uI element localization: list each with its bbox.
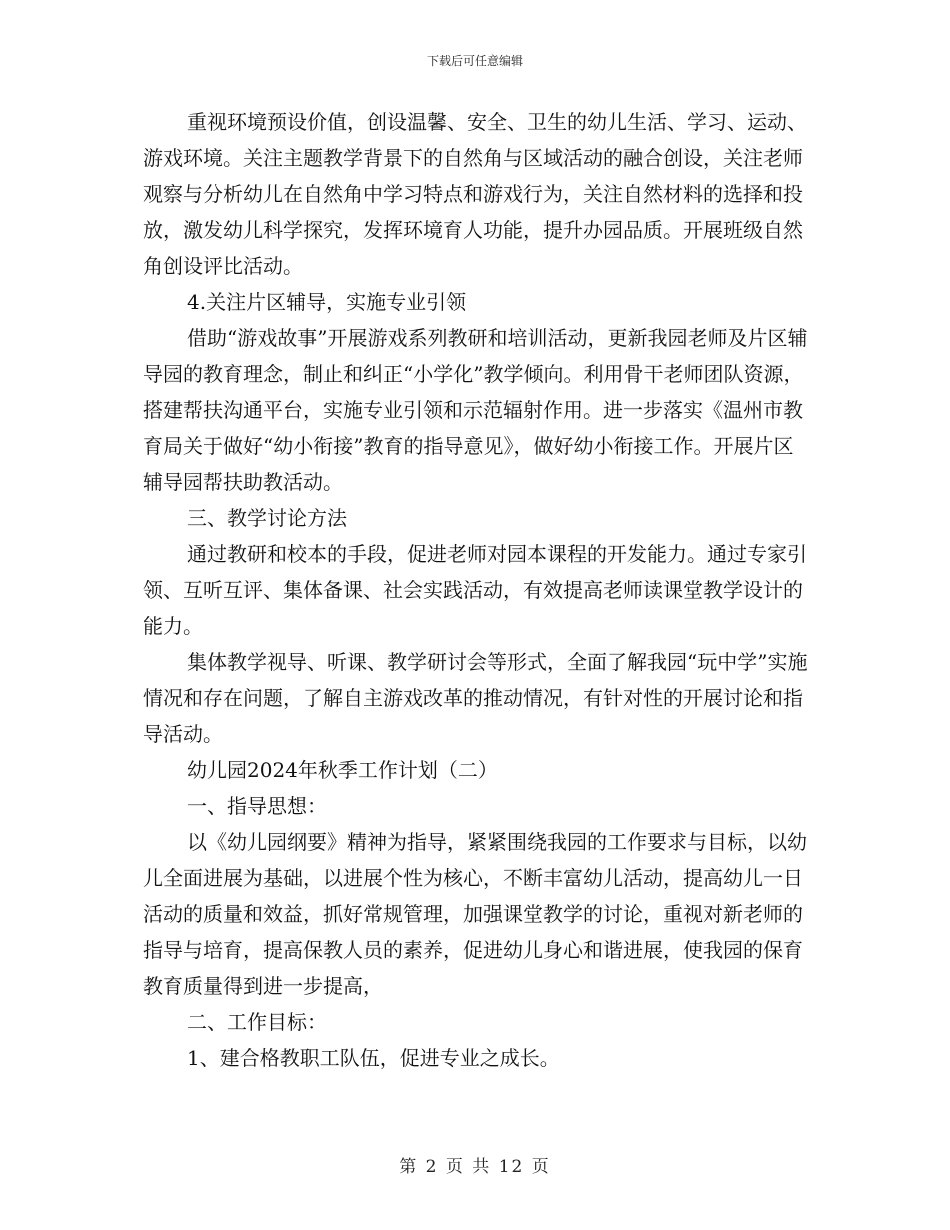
- heading-district-guidance: 4.关注片区辅导，实施专业引领: [187, 290, 467, 314]
- list-item-goal-1: 1、建合格教职工队伍，促进专业之成长。: [187, 1046, 560, 1070]
- paragraph-environment: 重视环境预设价值，创设温馨、安全、卫生的幼儿生活、学习、运动、游戏环境。关注主题教学背景下的自然角与区域活动的融合创设，关注老师观察与分析幼儿在自然角中学习特点和游戏行为，关注自然材料的选择和投放，激发幼儿科学探究，发挥环境育人功能，提升办园品质。开展班级自然角创设评比活动。: [143, 110, 807, 278]
- paragraph-collective-inspection: 集体教学视导、听课、教学研讨会等形式，全面了解我园“玩中学”实施情况和存在问题，了解自主游戏改革的推动情况，有针对性的开展讨论和指导活动。: [143, 650, 808, 746]
- paragraph-school-based-research: 通过教研和校本的手段，促进老师对园本课程的开发能力。通过专家引领、互听互评、集体备课、社会实践活动，有效提高老师读课堂教学设计的能力。: [143, 542, 807, 638]
- page-header: 下载后可任意编辑: [426, 54, 523, 68]
- heading-work-goals: 二、工作目标：: [187, 1010, 327, 1034]
- paragraph-guiding-ideology: 以《幼儿园纲要》精神为指导，紧紧围绕我园的工作要求与目标，以幼儿全面进展为基础，以进展个性为核心，不断丰富幼儿活动，提高幼儿一日活动的质量和效益，抓好常规管理，加强课堂教学的讨论，重视对新老师的指导与培育，提高保教人员的素养，促进幼儿身心和谐进展，使我园的保育教育质量得到进一步提高，: [143, 830, 807, 998]
- page-footer: 第 2 页 共 12 页: [399, 1157, 551, 1177]
- heading-guiding-ideology: 一、指导思想：: [187, 794, 327, 818]
- section-title-plan-two: 幼儿园2024年秋季工作计划（二）: [187, 758, 498, 782]
- paragraph-game-stories: 借助“游戏故事”开展游戏系列教研和培训活动，更新我园老师及片区辅导园的教育理念，制止和纠正“小学化”教学倾向。利用骨干老师团队资源，搭建帮扶沟通平台，实施专业引领和示范辐射作用。进一步落实《温州市教育局关于做好“幼小衔接”教育的指导意见》，做好幼小衔接工作。开展片区辅导园帮扶助教活动。: [143, 326, 808, 494]
- heading-teaching-methods: 三、教学讨论方法: [187, 506, 347, 530]
- document-body: [143, 104, 808, 1076]
